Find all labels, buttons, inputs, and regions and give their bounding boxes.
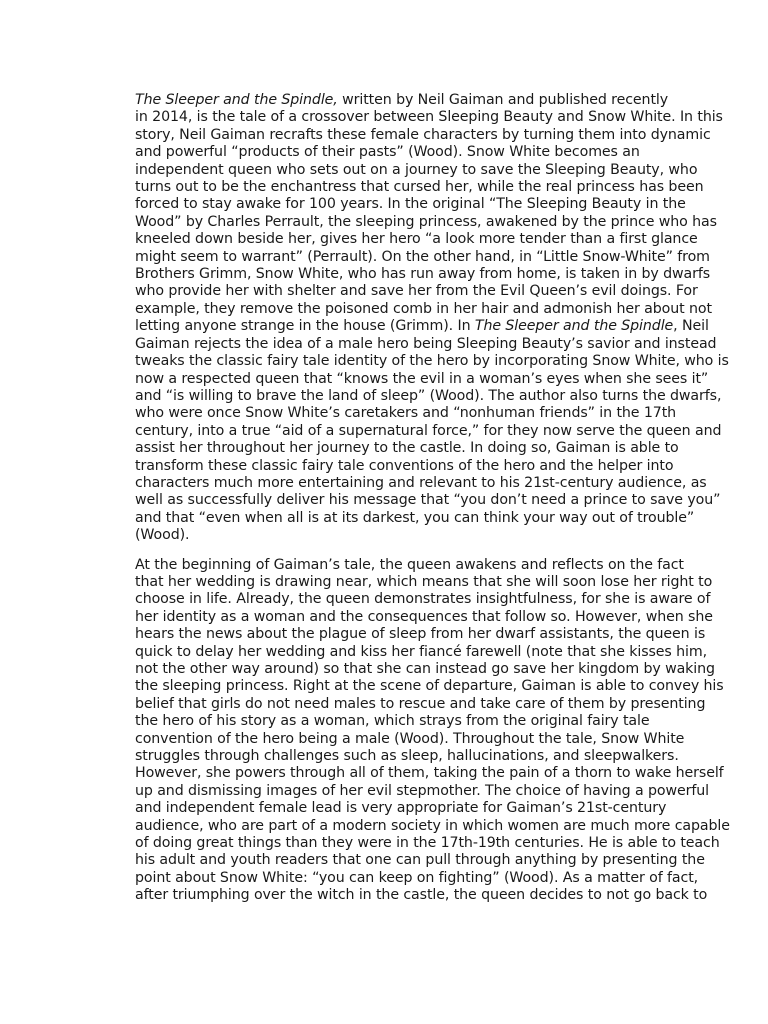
- text-line: [115, 643, 707, 661]
- text-line: [115, 196, 686, 213]
- text-run: turns out to be the enchantress that cursed her, while the real princess has been: [135, 179, 704, 196]
- text-line: [115, 422, 722, 440]
- text-run: story, Neil Gaiman recrafts these female characters by turning them into dynamic: [135, 126, 711, 143]
- text-run: hears the news about the plague of sleep from her dwarf assistants, the queen is: [135, 626, 706, 643]
- paragraph: [115, 92, 729, 545]
- text-line: [115, 661, 715, 678]
- text-line: [115, 869, 699, 887]
- text-run: up and dismissing images of her evil stepmother. The choice of having a powerful: [135, 782, 709, 799]
- text-run: who provide her with shelter and save her from the Evil Queen’s evil doings. For: [135, 283, 698, 300]
- text-run: and “is willing to brave the land of sleep” (Wood). The author also turns the dwarfs,: [135, 387, 722, 404]
- text-line: [115, 179, 704, 196]
- text-run: his adult and youth readers that one can pull through anything by presenting the: [135, 852, 705, 869]
- text-run: audience, who are part of a modern society in which women are much more capable: [135, 817, 730, 834]
- text-line: [115, 748, 679, 765]
- text-run: not the other way around) so that she can instead go save her kingdom by waking: [135, 661, 715, 677]
- text-run: after triumphing over the witch in the castle, the queen decides to not go back to: [135, 887, 708, 904]
- text-line: [115, 527, 658, 544]
- text-line: [115, 266, 711, 283]
- text-run: kneeled down beside her, gives her hero “a look more tender than a first glance: [135, 231, 698, 248]
- text-line: [115, 695, 706, 713]
- text-run: characters much more entertaining and relevant to his 21st-century audience, as: [135, 474, 707, 491]
- text-line: [115, 248, 710, 266]
- text-run: tweaks the classic fairy tale identity of the hero by incorporating Snow White, who is: [135, 353, 729, 370]
- text-line: [115, 283, 698, 300]
- text-run: Gaiman rejects the idea of a male hero being Sleeping Beauty’s savior and instead: [135, 335, 717, 352]
- text-line: [115, 335, 717, 353]
- text-run: that her wedding is drawing near, which means that she will soon lose her right to: [135, 573, 713, 590]
- text-line: [115, 387, 722, 405]
- text-run: At the beginning of Gaiman’s tale, the queen awakens and reflects on the fact: [135, 556, 684, 573]
- text-line: [115, 405, 677, 422]
- text-line: [115, 440, 679, 457]
- text-line: [115, 474, 707, 492]
- text-run: However, she powers through all of them, taking the pain of a thorn to wake herself: [135, 765, 724, 782]
- text-run: and powerful “products of their pasts” (Wood). Snow White becomes an: [135, 144, 640, 161]
- text-run: in 2014, is the tale of a crossover between Sleeping Beauty and Snow White. In this: [135, 109, 723, 126]
- text-line: [115, 817, 730, 835]
- text-run: now a respected queen that “knows the evil in a woman’s eyes when she sees it”: [135, 370, 709, 387]
- text-line: [115, 765, 724, 782]
- document-body: [115, 92, 730, 905]
- text-run: letting anyone strange in the house (Grimm). In: [135, 318, 475, 335]
- text-line: [115, 492, 721, 509]
- text-line: [115, 730, 685, 748]
- text-run: the hero of his story as a woman, which strays from the original fairy tale: [135, 713, 650, 730]
- text-line: [115, 92, 669, 109]
- text-line: [115, 231, 698, 248]
- text-run: , Neil: [673, 318, 709, 335]
- text-run: quick to delay her wedding and kiss her fiancé farewell (note that she kisses him,: [135, 643, 707, 660]
- text-run: written by Neil Gaiman and published recently: [337, 92, 669, 108]
- text-line: [115, 573, 713, 591]
- text-line: [115, 800, 667, 817]
- text-run: (Wood).: [135, 527, 190, 544]
- text-run: Wood” by Charles Perrault, the sleeping princess, awakened by the prince who has: [135, 213, 717, 230]
- text-run: Brothers Grimm, Snow White, who has run away from home, is taken in by dwarfs: [135, 266, 711, 283]
- paragraph: [115, 556, 730, 905]
- text-line: [115, 213, 717, 231]
- text-line: [115, 144, 658, 161]
- text-line: [115, 852, 705, 869]
- text-line: [115, 457, 674, 475]
- text-line: [115, 556, 684, 574]
- text-run: forced to stay awake for 100 years. In the original “The Sleeping Beauty in the: [135, 196, 686, 213]
- text-line: [115, 370, 709, 388]
- text-run: well as successfully deliver his message that “you don’t need a prince to save you”: [135, 492, 721, 509]
- text-run: the sleeping princess. Right at the scene of departure, Gaiman is able to convey his: [135, 678, 724, 695]
- text-run: independent queen who sets out on a journey to save the Sleeping Beauty, who: [135, 161, 698, 178]
- text-run: convention of the hero being a male (Wood). Throughout the tale, Snow White: [135, 730, 685, 747]
- text-run: of doing great things than they were in the 17th-19th centuries. He is able to teach: [135, 835, 720, 852]
- text-line: [115, 678, 724, 695]
- text-line: [115, 608, 713, 626]
- text-line: [115, 626, 706, 643]
- text-run: assist her throughout her journey to the castle. In doing so, Gaiman is able to: [135, 440, 679, 457]
- text-run: her identity as a woman and the consequences that follow so. However, when she: [135, 608, 713, 625]
- text-run: belief that girls do not need males to rescue and take care of them by presenting: [135, 695, 706, 712]
- text-line: [115, 318, 709, 335]
- text-run: point about Snow White: “you can keep on fighting” (Wood). As a matter of fact,: [135, 869, 699, 886]
- text-run: and independent female lead is very appropriate for Gaiman’s 21st-century: [135, 800, 667, 817]
- text-run: choose in life. Already, the queen demonstrates insightfulness, for she is aware of: [135, 591, 711, 608]
- text-line: [115, 591, 711, 608]
- text-run: who were once Snow White’s caretakers and “nonhuman friends” in the 17th: [135, 405, 677, 422]
- italic-title-text: The Sleeper and the Spindle,: [135, 92, 338, 108]
- text-line: [115, 887, 708, 904]
- text-line: [115, 509, 695, 527]
- italic-title-text: The Sleeper and the Spindle: [474, 318, 674, 335]
- text-line: [115, 782, 709, 800]
- text-line: [115, 161, 698, 179]
- text-run: century, into a true “aid of a supernatural force,” for they now serve the queen and: [135, 422, 722, 439]
- text-run: struggles through challenges such as sleep, hallucinations, and sleepwalkers.: [135, 748, 679, 765]
- text-line: [115, 835, 720, 852]
- text-line: [115, 126, 711, 144]
- text-line: [115, 109, 723, 126]
- text-run: and that “even when all is at its darkest, you can think your way out of trouble”: [135, 509, 695, 526]
- text-line: [115, 300, 712, 318]
- text-run: transform these classic fairy tale conventions of the hero and the helper into: [135, 457, 674, 474]
- text-run: example, they remove the poisoned comb in her hair and admonish her about not: [135, 300, 712, 317]
- text-line: [115, 353, 729, 370]
- text-run: might seem to warrant” (Perrault). On the other hand, in “Little Snow-White” from: [135, 248, 710, 265]
- text-line: [115, 713, 658, 730]
